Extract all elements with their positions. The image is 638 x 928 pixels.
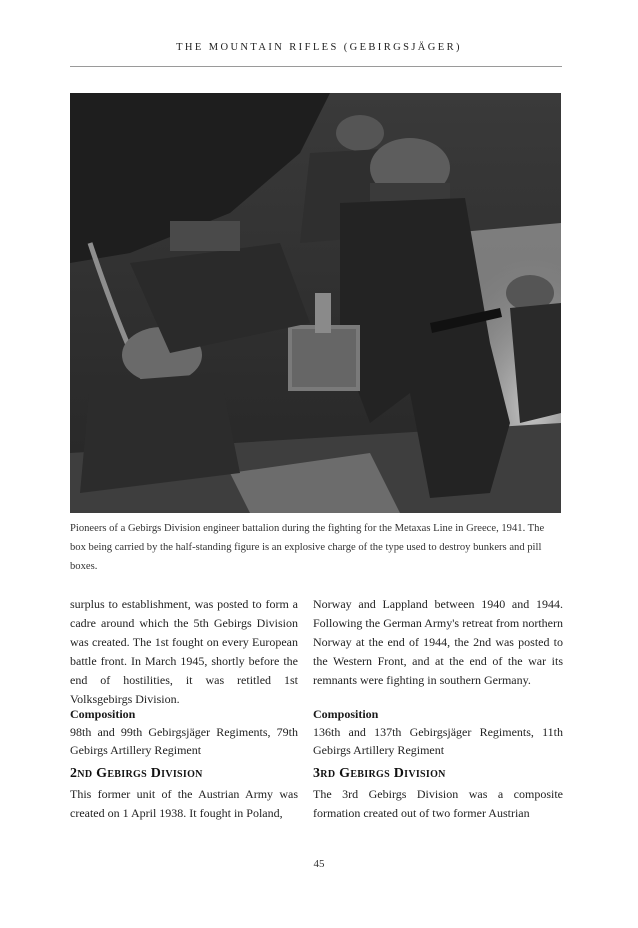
left-composition-heading: Composition (70, 707, 136, 721)
right-division-heading: 3rd Gebirgs Division (313, 766, 446, 781)
left-column (70, 595, 298, 820)
running-head: THE MOUNTAIN RIFLES (GEBIRGSJÄGER) (176, 42, 462, 53)
soldiers-photo-illustration (70, 93, 561, 513)
left-intro-paragraph: surplus to establishment, was posted to form a cadre around which the 5th Gebirgs Division was created. The 1st fought on every European battle front. In March 1945, shortly before the end of hostilities, it was retitled 1st Volksgebirgs Division. (70, 597, 298, 706)
right-composition-text: 136th and 137th Gebirgsjäger Regiments, 11th Gebirgs Artillery Regiment (313, 725, 563, 757)
photo-caption: Pioneers of a Gebirgs Division engineer battalion during the fighting for the Metaxas Line in Greece, 1941. The box being carried by the half-standing figure is an explosive charge of the type used to destroy bunkers and pill boxes. (70, 523, 545, 572)
right-composition-heading: Composition (313, 707, 379, 721)
page-number: 45 (313, 858, 325, 870)
photograph (70, 93, 561, 513)
right-intro-paragraph: Norway and Lappland between 1940 and 1944. Following the German Army's retreat from northern Norway at the end of 1944, the 2nd was posted to the Western Front, and at the end of the war its remnants were fighting in southern Germany. (313, 597, 563, 687)
left-composition-text: 98th and 99th Gebirgsjäger Regiments, 79th Gebirgs Artillery Regiment (70, 725, 298, 757)
header-rule (70, 66, 562, 67)
right-composition-block (313, 705, 563, 759)
right-column (313, 595, 563, 820)
left-composition-block (70, 705, 298, 759)
left-division-heading: 2nd Gebirgs Division (70, 766, 203, 781)
left-division-text: This former unit of the Austrian Army was created on 1 April 1938. It fought in Poland, (70, 787, 298, 820)
right-division-text: The 3rd Gebirgs Division was a composite formation created out of two former Austrian (313, 787, 563, 820)
right-division-block (313, 765, 563, 823)
left-division-block (70, 765, 298, 823)
